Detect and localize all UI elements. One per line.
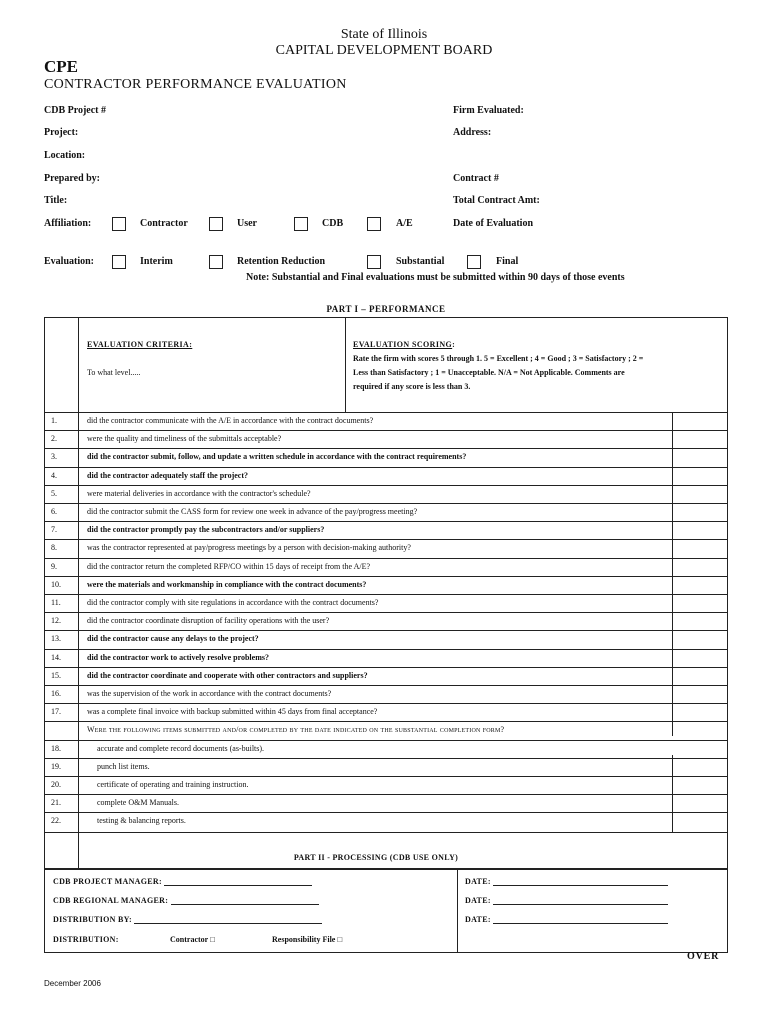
date-row-3 (465, 915, 668, 924)
evaluation-final-checkbox[interactable] (467, 255, 481, 269)
row-number: 1. (51, 416, 57, 425)
dist-by-label: DISTRIBUTION BY (53, 915, 130, 924)
field-project: Project: (44, 127, 79, 138)
pm-label: CDB PROJECT MANAGER (53, 877, 160, 886)
score-cell[interactable] (673, 448, 727, 466)
row-number: 10. (51, 579, 61, 589)
score-cell[interactable] (673, 776, 727, 794)
score-cell[interactable] (673, 703, 727, 721)
scoring-heading (353, 340, 455, 349)
field-contract-number: Contract # (453, 173, 499, 184)
rm-colon: : (165, 896, 169, 905)
part1-title: PART I – PERFORMANCE (326, 304, 446, 314)
field-firm-evaluated: Firm Evaluated: (453, 105, 524, 116)
criterion-text: were material deliveries in accordance with the contractor's schedule? (87, 488, 311, 498)
score-cell[interactable] (673, 576, 727, 594)
row-number: 9. (51, 561, 57, 571)
row-number: 20. (51, 780, 61, 789)
score-cell[interactable] (673, 612, 727, 630)
form-code: CPE (44, 57, 78, 76)
over-label: OVER (687, 951, 720, 962)
affiliation-label: Affiliation: (44, 218, 92, 229)
affiliation-user-label: User (237, 218, 257, 229)
date-label-1: DATE (465, 877, 488, 886)
rm-label: CDB REGIONAL MANAGER (53, 896, 166, 905)
criterion-text: did the contractor submit the CASS form for review one week in advance of the pay/progress meeting? (87, 507, 418, 516)
date-row-1 (465, 877, 668, 886)
evaluation-interim-checkbox[interactable] (112, 255, 126, 269)
field-title: Title: (44, 195, 68, 206)
row-number: 19. (51, 761, 61, 771)
criteria-heading: EVALUATION CRITERIA: (87, 340, 193, 349)
affiliation-contractor-label: Contractor (140, 218, 188, 229)
board-heading: CAPITAL DEVELOPMENT BOARD (275, 43, 493, 58)
criterion-text: did the contractor adequately staff the project? (87, 470, 249, 480)
score-cell[interactable] (673, 812, 727, 830)
evaluation-table (44, 317, 728, 869)
criterion-text: did the contractor communicate with the A/E in accordance with the contract documents? (87, 416, 374, 425)
pm-colon: : (159, 877, 162, 886)
rm-row (53, 896, 319, 905)
affiliation-user-checkbox[interactable] (209, 217, 223, 231)
criterion-text: punch list items. (97, 761, 150, 771)
date-row-2 (465, 896, 668, 905)
criterion-text: were the quality and timeliness of the submittals acceptable? (87, 434, 282, 444)
score-cell[interactable] (673, 539, 727, 557)
dist-contractor-label: Contractor (170, 935, 209, 944)
criterion-text: was the supervision of the work in accordance with the contract documents? (87, 689, 332, 698)
criterion-text: testing & balancing reports. (97, 816, 186, 826)
score-cell[interactable] (673, 685, 727, 703)
dist-file-checkbox[interactable]: □ (337, 935, 343, 944)
dist-contractor-option[interactable] (170, 935, 215, 944)
dist-by-line[interactable] (134, 923, 322, 924)
date-colon-3: : (487, 915, 491, 924)
score-cell[interactable] (673, 758, 727, 776)
affiliation-ae-checkbox[interactable] (367, 217, 381, 231)
field-date-of-evaluation: Date of Evaluation (453, 218, 533, 229)
score-cell[interactable] (673, 794, 727, 812)
evaluation-interim-label: Interim (140, 256, 173, 267)
dist-file-label: Responsibility File (272, 935, 336, 944)
row-number: 11. (51, 598, 61, 607)
affiliation-cdb-label: CDB (322, 218, 344, 229)
criterion-text: did the contractor return the completed RFP/CO within 15 days of receipt from the A/E? (87, 561, 371, 571)
field-cdb-project: CDB Project # (44, 105, 107, 116)
score-cell[interactable] (673, 485, 727, 503)
evaluation-retention-checkbox[interactable] (209, 255, 223, 269)
evaluation-substantial-checkbox[interactable] (367, 255, 381, 269)
score-cell[interactable] (673, 740, 727, 758)
evaluation-note: Note: Substantial and Final evaluations must be submitted within 90 days of those events (246, 272, 625, 283)
row-number: 16. (51, 689, 61, 698)
criterion-text: did the contractor submit, follow, and update a written schedule in accordance with the contract requirements? (87, 452, 467, 462)
score-cell[interactable] (673, 630, 727, 648)
row-number: 14. (51, 652, 61, 662)
row-number: 12. (51, 616, 61, 626)
criterion-text: did the contractor comply with site regulations in accordance with the contract documents? (87, 598, 379, 607)
score-cell[interactable] (673, 558, 727, 576)
dist-contractor-checkbox[interactable]: □ (210, 935, 215, 944)
scoring-line-1: Rate the firm with scores 5 through 1. 5 = Excellent ; 4 = Good ; 3 = Satisfactory ; 2 = (353, 354, 644, 363)
pm-row (53, 877, 312, 886)
row-number: 17. (51, 707, 61, 717)
field-address: Address: (453, 127, 492, 138)
score-cell[interactable] (673, 430, 727, 448)
date-colon-2: : (487, 896, 491, 905)
date-line-2[interactable] (493, 904, 668, 905)
date-line-3[interactable] (493, 923, 668, 924)
date-colon-1: : (487, 877, 491, 886)
affiliation-cdb-checkbox[interactable] (294, 217, 308, 231)
criterion-text: did the contractor coordinate disruption of facility operations with the user? (87, 616, 330, 626)
form-title: CONTRACTOR PERFORMANCE EVALUATION (44, 77, 347, 92)
evaluation-substantial-label: Substantial (396, 256, 445, 267)
row-number: 4. (51, 470, 57, 480)
criterion-text: did the contractor work to actively resolve problems? (87, 652, 269, 662)
row-number: 6. (51, 507, 57, 516)
row-number: 7. (51, 525, 57, 535)
score-cell[interactable] (673, 521, 727, 539)
row-number: 21. (51, 798, 61, 808)
state-heading: State of Illinois (340, 27, 428, 42)
field-total-contract-amt: Total Contract Amt: (453, 195, 540, 206)
scoring-line-2: Less than Satisfactory ; 1 = Unacceptable. N/A = Not Applicable. Comments are (353, 368, 625, 377)
score-cell[interactable] (673, 649, 727, 667)
distribution-label: DISTRIBUTION: (53, 935, 119, 944)
score-cell[interactable] (673, 667, 727, 685)
field-prepared-by: Prepared by: (44, 173, 101, 184)
dist-by-colon: : (129, 915, 132, 924)
dist-file-option[interactable] (272, 935, 342, 944)
pm-signature-line[interactable] (164, 885, 312, 886)
criteria-subheading: To what level..... (87, 368, 141, 377)
evaluation-final-label: Final (496, 256, 519, 267)
criterion-text: did the contractor promptly pay the subcontractors and/or suppliers? (87, 525, 325, 535)
criterion-text: complete O&M Manuals. (97, 798, 179, 808)
row-number: 2. (51, 434, 57, 444)
scoring-heading-colon: : (452, 340, 456, 349)
footer-date: December 2006 (44, 979, 101, 988)
row-number: 5. (51, 488, 57, 498)
criterion-text: did the contractor cause any delays to the project? (87, 634, 259, 644)
criterion-text: certificate of operating and training instruction. (97, 780, 249, 789)
affiliation-contractor-checkbox[interactable] (112, 217, 126, 231)
scoring-line-3: required if any score is less than 3. (353, 382, 471, 391)
row-number: 3. (51, 452, 57, 462)
date-line-1[interactable] (493, 885, 668, 886)
part2-title: PART II - PROCESSING (CDB USE ONLY) (293, 853, 459, 862)
date-label-2: DATE (465, 896, 488, 905)
affiliation-ae-label: A/E (396, 218, 413, 229)
criterion-text: accurate and complete record documents (as-builts). (97, 743, 265, 753)
row-number: 8. (51, 543, 57, 553)
evaluation-label: Evaluation: (44, 256, 95, 267)
field-location: Location: (44, 150, 86, 161)
row-number: 22. (51, 816, 61, 826)
row-number: 18. (51, 743, 61, 753)
row-number: 13. (51, 634, 61, 644)
score-cell[interactable] (673, 594, 727, 612)
score-cell[interactable] (673, 467, 727, 485)
score-cell[interactable] (673, 503, 727, 521)
dist-by-row (53, 915, 322, 924)
criterion-text: Were the following items submitted and/or completed by the date indicated on the substantial completion form? (87, 725, 505, 735)
rm-signature-line[interactable] (171, 904, 319, 905)
row-number: 15. (51, 670, 61, 680)
criterion-text: were the materials and workmanship in compliance with the contract documents? (87, 579, 367, 589)
score-cell[interactable] (673, 412, 727, 430)
evaluation-retention-label: Retention Reduction (237, 256, 326, 267)
criterion-text: did the contractor coordinate and cooperate with other contractors and suppliers? (87, 670, 368, 680)
date-label-3: DATE (465, 915, 488, 924)
scoring-heading-text: EVALUATION SCORING (353, 340, 453, 349)
criterion-text: was a complete final invoice with backup submitted within 45 days from final acceptance? (87, 707, 378, 717)
criterion-text: was the contractor represented at pay/progress meetings by a person with decision-making authority? (87, 543, 411, 553)
